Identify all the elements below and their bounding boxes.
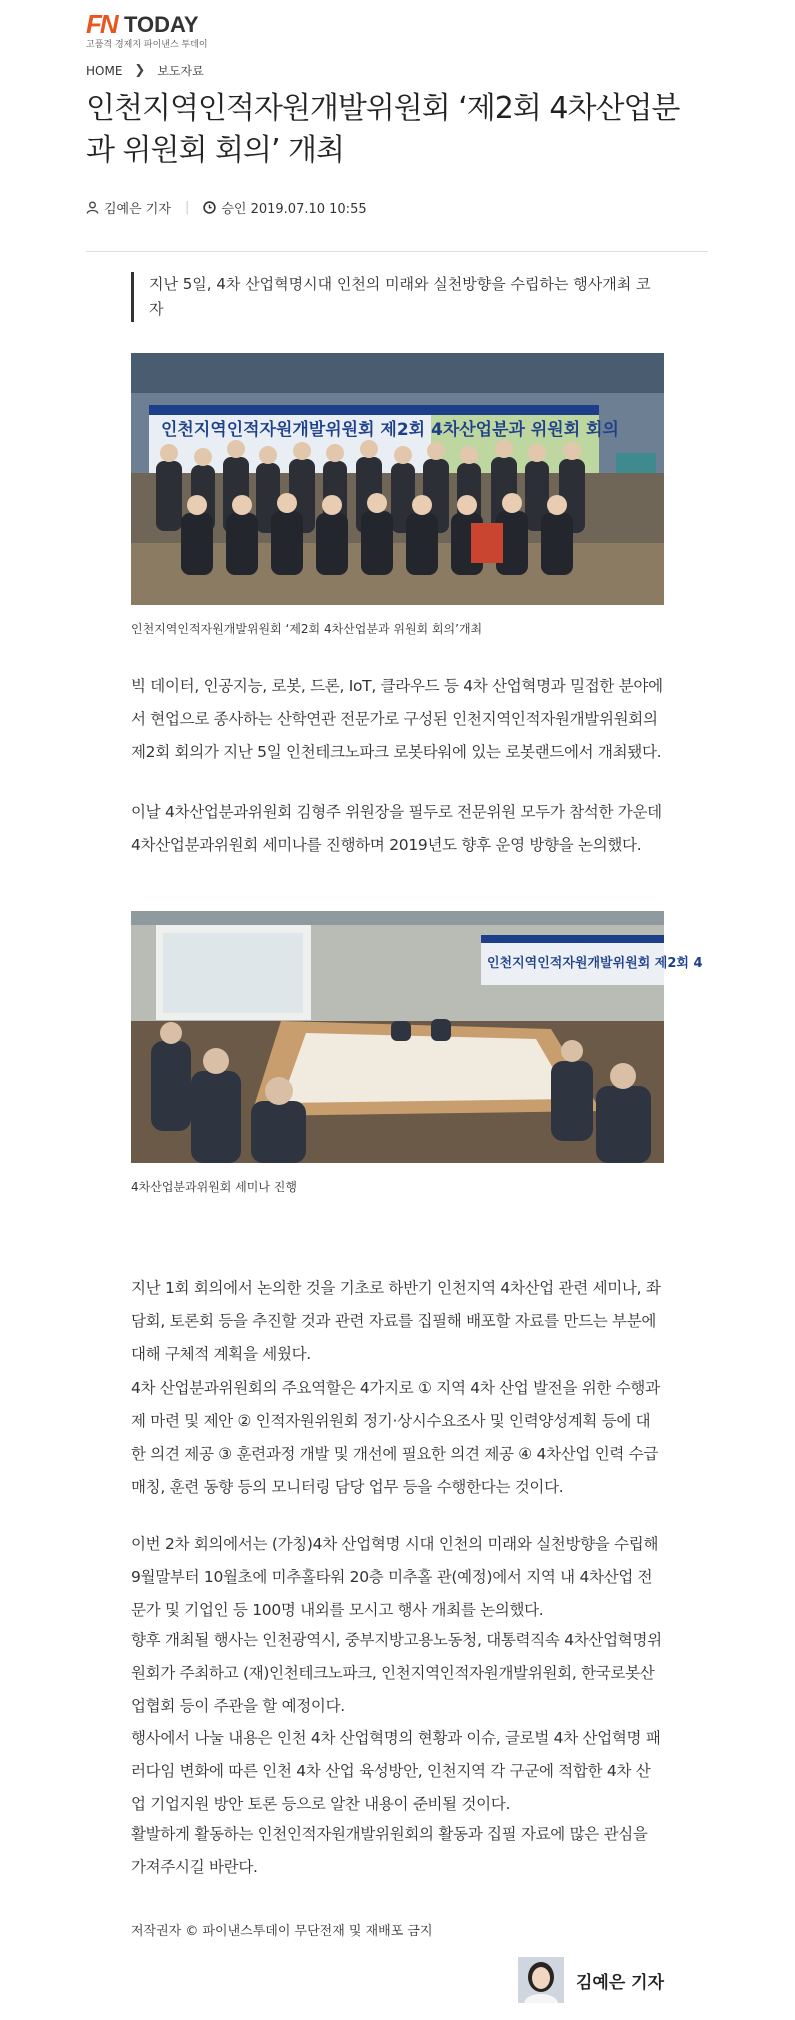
photo-caption-seminar: 4차산업분과위원회 세미나 진행 — [131, 1180, 297, 1194]
article-paragraph-7: 행사에서 나눌 내용은 인천 4차 산업혁명의 현황과 이슈, 글로벌 4차 산업혁명 패러다임 변화에 따른 인천 4차 산업 육성방안, 인천지역 각 구군에 적합한 4차 산업 기업지원 방안 토론 등으로 알찬 내용이 준비될 것이다. — [131, 1729, 661, 1813]
article-paragraph-4: 4차 산업분과위원회의 주요역할은 4가지로 ① 지역 4차 산업 발전을 위한 수행과제 마련 및 제안 ② 인적자원위원회 정기·상시수요조사 및 인력양성계획 등에 대한 의견 제공 ③ 훈련과정 개발 및 개선에 필요한 의견 제공 ④ 4차산업 인력 수급 매칭, 훈련 동향 등의 모니터링 담당 업무 등을 수행한다는 것이다. — [131, 1379, 660, 1496]
breadcrumb — [86, 62, 204, 79]
copyright-notice: 저작권자 © 파이낸스투데이 무단전재 및 재배포 금지 — [131, 1924, 433, 1939]
breadcrumb-home[interactable]: HOME — [86, 63, 123, 78]
article-paragraph-3: 지난 1회 회의에서 논의한 것을 기초로 하반기 인천지역 4차산업 관련 세미나, 좌담회, 토론회 등을 추진할 것과 관련 자료를 집필해 배포할 자료를 만드는 부분에 대해 구체적 계획을 세웠다. — [131, 1279, 661, 1363]
article-paragraph-8: 활발하게 활동하는 인천인적자원개발위원회의 활동과 집필 자료에 많은 관심을 가져주시길 바란다. — [131, 1825, 648, 1876]
article-paragraph-5: 이번 2차 회의에서는 (가칭)4차 산업혁명 시대 인천의 미래와 실천방향을 수립해 9월말부터 10월초에 미추홀타워 20층 미추홀 관(예정)에서 지역 내 4차산업 전문가 및 기업인 등 100명 내외를 모시고 행사 개최를 논의했다. — [131, 1535, 659, 1619]
seminar-banner-text: 인천지역인적자원개발위원회 제2회 4 — [487, 956, 703, 971]
photo-banner-text: 인천지역인적자원개발위원회 제2회 4차산업분과 위원회 회의 — [161, 420, 619, 440]
author-name[interactable]: 김예은 기자 — [104, 202, 171, 217]
article-title: 인천지역인적자원개발위원회 ‘제2회 4차산업분과 위원회 회의’ 개최 — [86, 91, 680, 168]
article-byline — [86, 198, 367, 217]
logo-fn-text: FN — [86, 9, 117, 39]
reporter-name[interactable]: 김예은 기자 — [576, 1972, 665, 1993]
reporter-avatar-image — [518, 1957, 564, 2003]
article-photo-seminar[interactable] — [131, 911, 703, 1163]
user-icon — [86, 201, 99, 214]
reporter-card[interactable] — [518, 1957, 664, 2003]
photo-seminar-illustration — [131, 911, 703, 1163]
photo-group-illustration — [131, 353, 664, 605]
site-logo[interactable] — [86, 10, 246, 48]
breadcrumb-section[interactable]: 보도자료 — [157, 64, 204, 78]
logo-today-text: TODAY — [124, 12, 199, 37]
article-photo-group[interactable] — [131, 353, 664, 605]
logo-subtitle: 고품격 경제지 파이낸스 투데이 — [86, 40, 208, 50]
article-subtitle: 지난 5일, 4차 산업혁명시대 인천의 미래와 실천방향을 수립하는 행사개최 코자 — [131, 272, 661, 322]
header-divider — [86, 251, 708, 252]
article-paragraph-6: 향후 개최될 행사는 인천광역시, 중부지방고용노동청, 대통력직속 4차산업혁명위원회가 주최하고 (재)인천테크노파크, 인천지역인적자원개발위원회, 한국로봇산업협회 등이 주관을 할 예정이다. — [131, 1631, 662, 1715]
publish-date: 승인 2019.07.10 10:55 — [221, 202, 367, 217]
article-paragraph-2: 이날 4차산업분과위원회 김형주 위원장을 필두로 전문위원 모두가 참석한 가운데 4차산업분과위원회 세미나를 진행하며 2019년도 향후 운영 방향을 논의했다. — [131, 803, 662, 854]
chevron-right-icon: ❯ — [134, 63, 146, 78]
photo-caption-group: 인천지역인적자원개발위원회 ‘제2회 4차산업분과 위원회 회의’개최 — [131, 622, 483, 636]
byline-separator: | — [184, 200, 190, 215]
article-paragraph-1: 빅 데이터, 인공지능, 로봇, 드론, IoT, 클라우드 등 4차 산업혁명과 밀접한 분야에서 현업으로 종사하는 산학연관 전문가로 구성된 인천지역인적자원개발위원회의 제2회 회의가 지난 5일 인천테크노파크 로봇타워에 있는 로봇랜드에서 개최됐다. — [131, 677, 663, 761]
reporter-avatar — [518, 1957, 564, 2003]
clock-icon — [203, 201, 216, 214]
